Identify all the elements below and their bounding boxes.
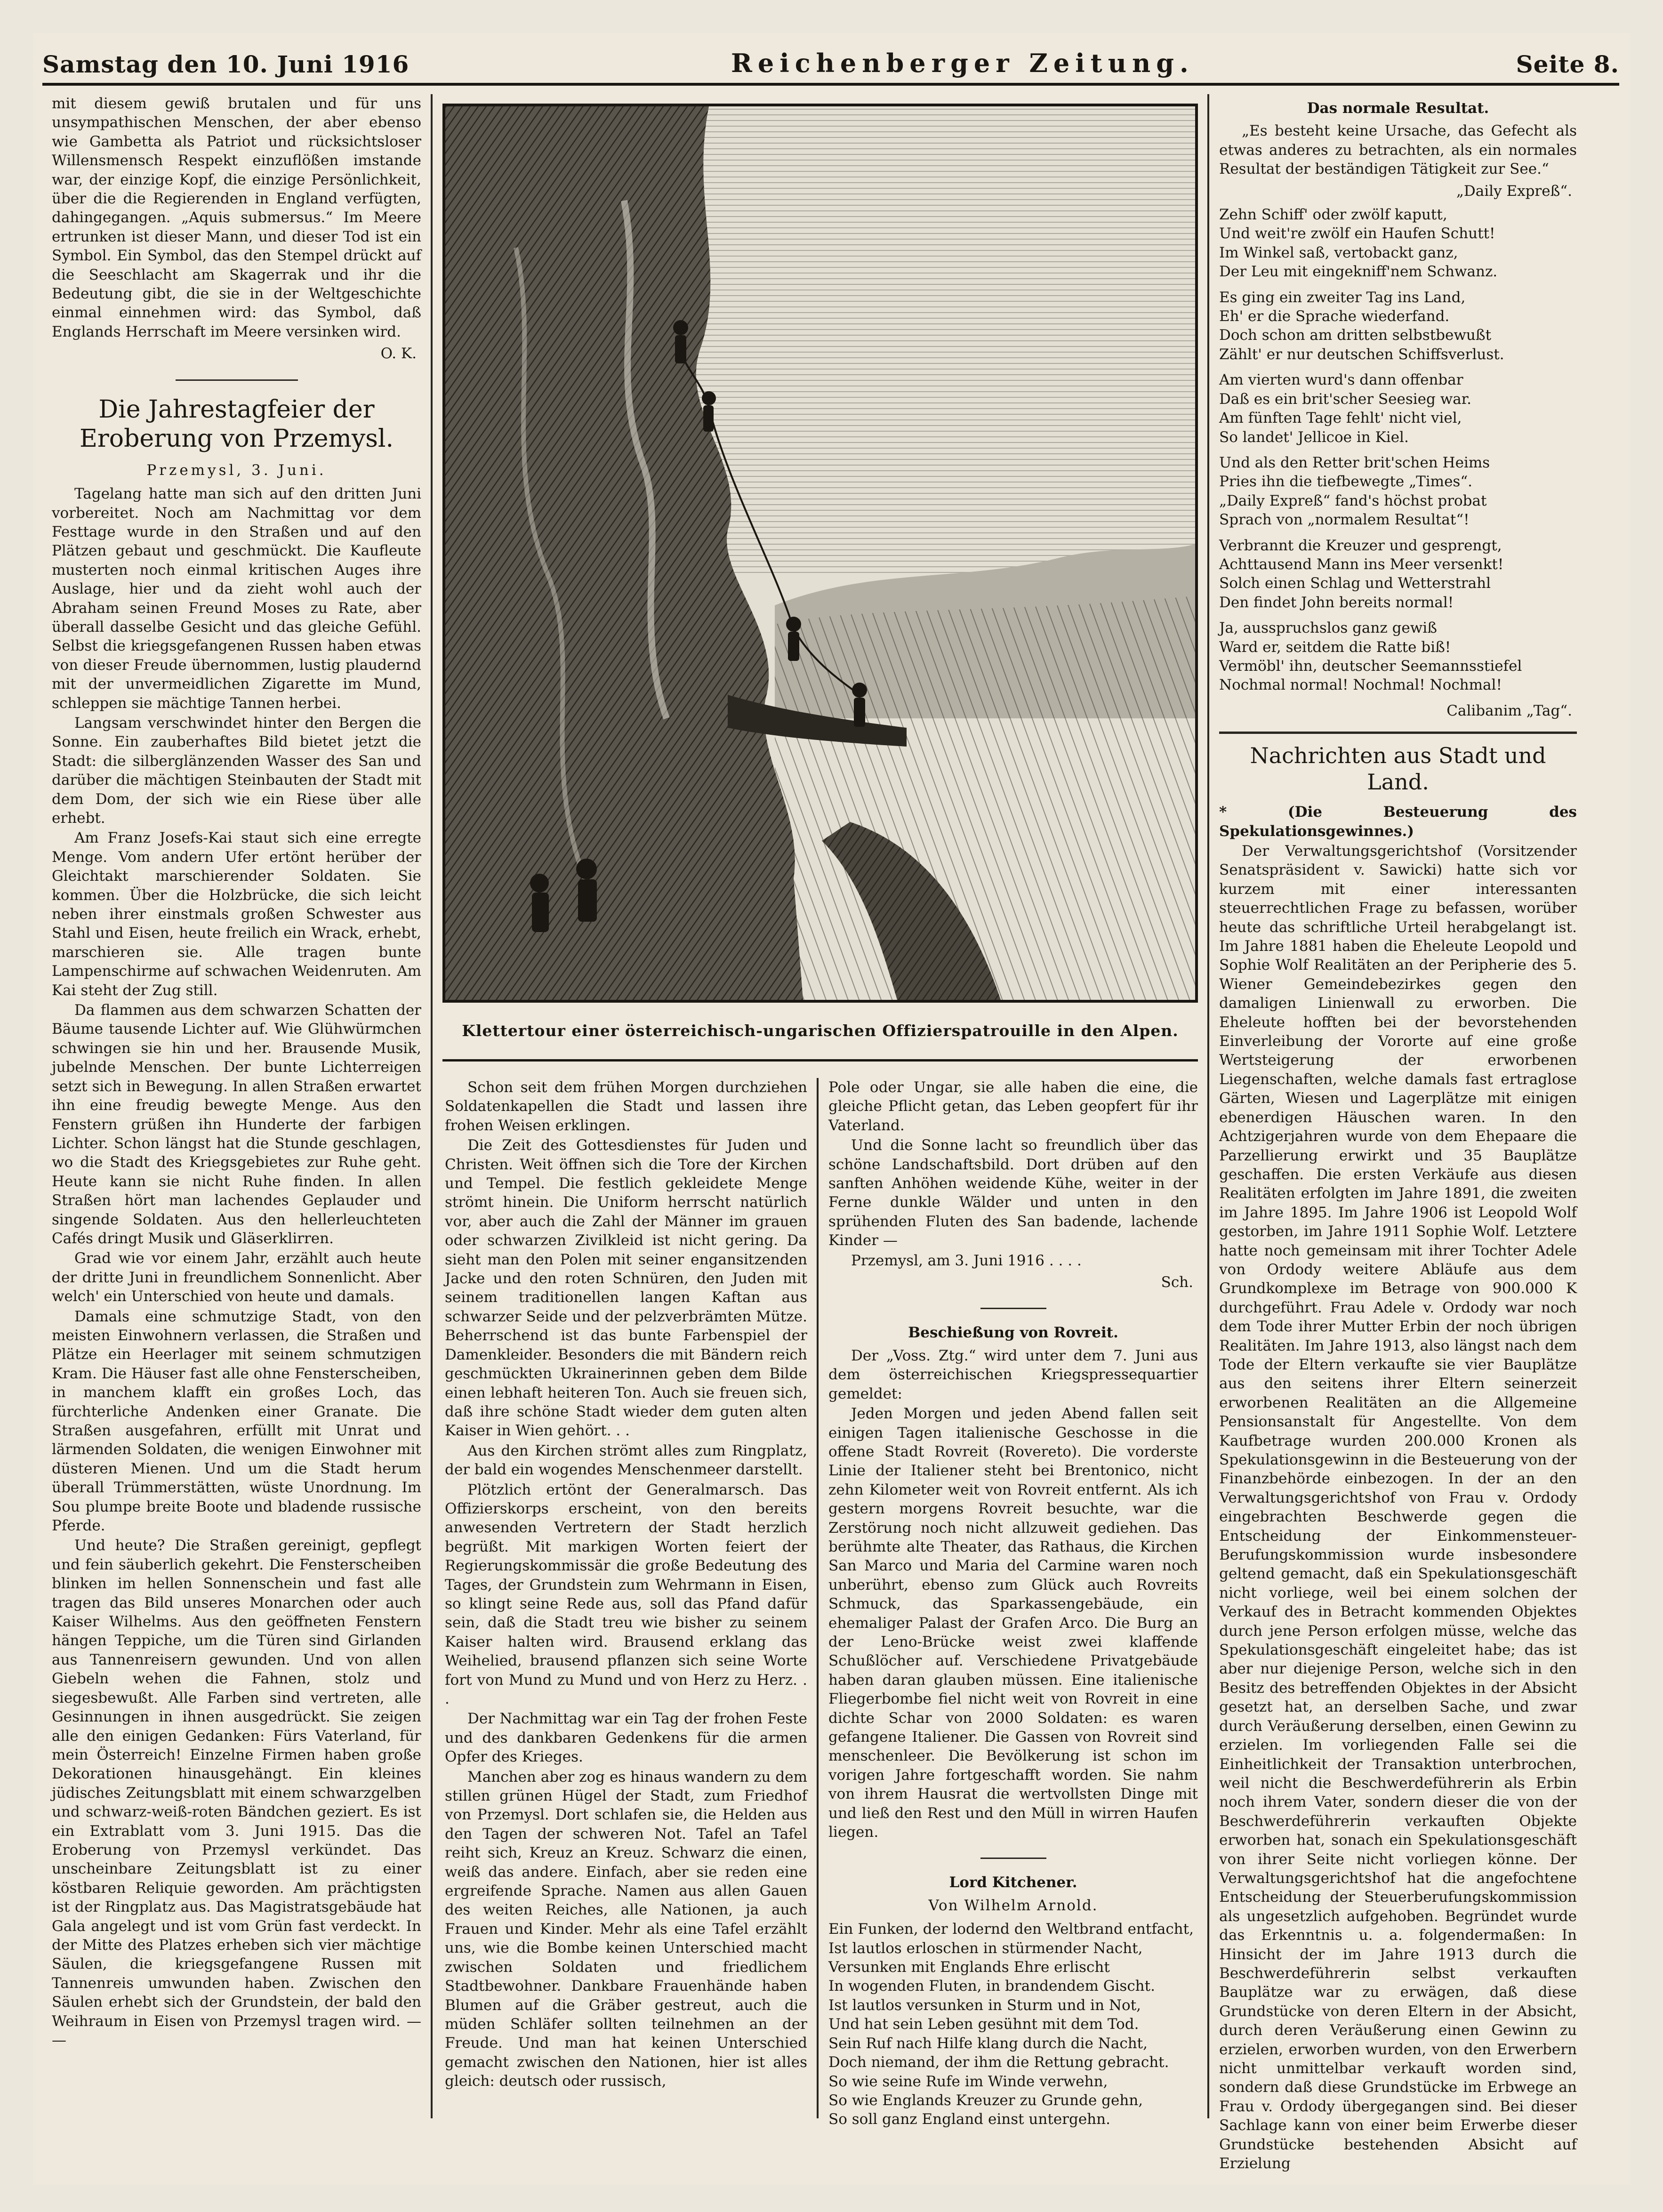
article-paragraph: Am Franz Josefs-Kai staut sich eine erregte Menge. Vom andern Ufer ertönt herüber der Gleichtakt marschierender Soldaten. Sie kommen. Über die Holzbrücke, die sich leicht neben ihrer einstmals großen Schwester aus Stahl und Eisen, heute freilich ein Wrack, erhebt, marschieren sie. Alle tragen bunte Lampenschirme auf schwachen Weidenruten. Am Kai steht der Zug still. <box>52 829 421 999</box>
poem-line: Doch niemand, der ihm die Rettung gebracht. <box>828 2054 1169 2071</box>
column-1 <box>52 94 421 2128</box>
separator <box>176 379 298 381</box>
poem-line: Ward er, seitdem die Ratte biß! <box>1219 638 1451 656</box>
masthead-date: Samstag den 10. Juni 1916 <box>42 50 410 78</box>
poem-line: Sein Ruf nach Hilfe klang durch die Nacht, <box>828 2035 1148 2052</box>
poem-line: „Daily Expreß“ fand's höchst probat <box>1219 492 1487 509</box>
intro-paragraph: mit diesem gewiß brutalen und für uns unsympathischen Menschen, der aber ebenso wie Gambetta als Patriot und rücksichtsloser Willensmensch Respekt einzuflößen imstande war, der einzige Kopf, die einzige Persönlichkeit, über die die Regierenden in England verfügten, dahingegangen. „Aquis submersus.“ Im Meere ertrunken ist dieser Mann, und dieser Tod ist ein Symbol. Ein Symbol, das den Stempel drückt auf die Seeschlacht am Skagerrak und ihr die Bedeutung gibt, die sie in der Weltgeschichte einmal einnehmen wird: das Symbol, daß Englands Herrschaft im Meere versinken wird. <box>52 95 421 340</box>
article-dateline: Przemysl, am 3. Juni 1916 . . . . <box>851 1252 1082 1269</box>
intro-signature: O. K. <box>380 345 417 362</box>
poem-line: Es ging ein zweiter Tag ins Land, <box>1219 289 1466 306</box>
poem-kitchener <box>828 1920 1198 2129</box>
column-4 <box>1219 94 1577 2172</box>
poem-line: Am fünften Tage fehlt' nicht viel, <box>1219 410 1462 427</box>
poem-line: Und hat sein Leben gesühnt mit dem Tod. <box>828 2016 1139 2033</box>
separator <box>980 1858 1046 1859</box>
poem-line: So wie Englands Kreuzer zu Grunde gehn, <box>828 2091 1143 2109</box>
poem-line: Und weit're zwölf ein Haufen Schutt! <box>1219 225 1495 242</box>
news-subheadline: * (Die Besteuerung des Spekulationsgewinnes.) <box>1219 804 1577 840</box>
poem-normal-result <box>1219 205 1577 695</box>
poem-stanza <box>1219 536 1577 612</box>
column-rule-3 <box>1207 94 1209 2118</box>
poem-line: Vermöbl' ihn, deutscher Seemannsstiefel <box>1219 657 1522 675</box>
article-paragraph: Manchen aber zog es hinaus wandern zu dem stillen grünen Hügel der Stadt, zum Friedhof von Przemysl. Dort schlafen sie, die Helden aus den Tagen der schweren Not. Tafel an Tafel reiht sich, Kreuz an Kreuz. Schwarz die einen, weiß das andere. Einfach, aber sie reden eine ergreifende Sprache. Namen aus allen Gauen des weiten Reiches, alle Nationen, ja auch Frauen und Kinder. Mehr als eine Tafel erzählt uns, wie die Bombe keinen Unterschied macht zwischen Soldaten und friedlichem Stadtbewohner. Dankbare Frauenhände haben Blumen auf die Gräber gestreut, auch die müden Schläfer sollten teilnehmen an der Freude. Und man hat keinen Unterschied gemacht zwischen den Nationen, hier ist alles gleich: deutsch oder russisch, <box>445 1768 807 2090</box>
poem-line: Am vierten wurd's dann offenbar <box>1219 371 1463 389</box>
article-paragraph: Der Nachmittag war ein Tag der frohen Feste und des dankbaren Gedenkens für die armen Opfer des Krieges. <box>445 1710 807 1766</box>
poem-line: Ja, ausspruchslos ganz gewiß <box>1219 619 1437 637</box>
article-headline-przemysl: Die Jahrestagfeier der Eroberung von Przemysl. <box>79 395 394 453</box>
poem-line: So wie seine Rufe im Winde verwehn, <box>828 2073 1108 2090</box>
poem-line: Zählt' er nur deutschen Schiffsverlust. <box>1219 346 1504 363</box>
figure-bottom-rule <box>442 1059 1198 1062</box>
poem-line: So soll ganz England einst untergehn. <box>828 2111 1110 2128</box>
illustration-engraving <box>445 106 1195 1000</box>
column-2-lower <box>445 1078 807 2123</box>
masthead-rule <box>42 83 1619 86</box>
poem-line: Ist lautlos erloschen in stürmender Nacht, <box>828 1939 1143 1957</box>
poem-line: Verbrannt die Kreuzer und gesprengt, <box>1219 537 1502 554</box>
column-rule-1 <box>431 94 433 2118</box>
poem-line: Nochmal normal! Nochmal! Nochmal! <box>1219 676 1502 694</box>
article-headline-rovreit: Beschießung von Rovreit. <box>908 1324 1118 1342</box>
poem-line: Im Winkel saß, vertobackt ganz, <box>1219 244 1458 261</box>
article-paragraph: Und heute? Die Straßen gereinigt, gepflegt und fein säuberlich gekehrt. Die Fensterscheiben blinken im hellen Sonnenschein und fast alle tragen das Bild unseres Monarchen oder auch Kaiser Wilhelms. Aus den geöffneten Fenstern hängen Teppiche, um die Türen sind Girlanden aus Tannenreisern gewunden. Und von allen Giebeln wehen die Fahnen, stolz und siegesbewußt. Alle Farben sind vertreten, alle Gesinnungen in ihnen ausgedrückt. Sie zeigen alle den einigen Gedanken: Fürs Vaterland, für mein Österreich! Einzelne Firmen haben große Dekorationen hinausgehängt. Ein kleines jüdisches Zeitungsblatt mit einem schwarzgelben und schwarz-weiß-roten Bändchen geziert. Es ist ein Extrablatt vom 3. Juni 1915. Das die Eroberung von Przemysl verkündet. Das unscheinbare Zeitungsblatt ist zu einer köstbaren Reliquie geworden. Am prächtigsten ist der Ringplatz aus. Das Magistratsgebäude hat Gala angelegt und ist vom Grün fast verdeckt. In der Mitte des Platzes erheben sich vier mächtige Säulen, die kriegsgefangene Russen mit Tannenreis umwunden haben. Zwischen den Säulen erhebt sich der Grundstein, der bald den Weihraum in Eisen von Przemysl tragen wird. — — <box>52 1537 421 2049</box>
poem-line: In wogenden Fluten, in brandendem Gischt. <box>828 1978 1155 1995</box>
poem-line: Pries ihn die tiefbewegte „Times“. <box>1219 473 1473 491</box>
article-paragraph: Damals eine schmutzige Stadt, von den meisten Einwohnern verlassen, die Straßen und Plätze ein Heerlager mit seinem schmutzigen Kram. Die Häuser fast alle ohne Fensterscheiben, in manchem klafft ein großes Loch, das fürchterliche Andenken einer Granate. Die Straßen ausgefahren, erfüllt mit Unrat und lärmenden Soldaten, die wenigen Einwohner mit düsteren Mienen. Und um die Stadt herum überall Trümmerstätten, wüste Unordnung. Im Sou plumpe breite Boote und bladende russische Pferde. <box>52 1308 421 1535</box>
masthead-page-number: Seite 8. <box>1516 50 1619 78</box>
section-rule <box>1219 732 1577 734</box>
poem-line: Daß es ein brit'scher Seesieg war. <box>1219 390 1471 408</box>
poem-stanza <box>1219 619 1577 695</box>
article-paragraph: Grad wie vor einem Jahr, erzählt auch heute der dritte Juni in freundlichem Sonnenlicht. Aber welch' ein Unterschied von heute und damals. <box>52 1250 421 1305</box>
poem-line: Sprach von „normalem Resultat“! <box>1219 511 1470 529</box>
poem-author: Von Wilhelm Arnold. <box>928 1897 1098 1914</box>
poem-title-normal-result: Das normale Resultat. <box>1307 100 1489 117</box>
section-headline-local-news: Nachrichten aus Stadt und Land. <box>1250 743 1546 795</box>
poem-line: Ein Funken, der lodernd den Weltbrand entfacht, <box>828 1921 1194 1938</box>
article-paragraph: Tagelang hatte man sich auf den dritten Juni vorbereitet. Noch am Nachmittag vor dem Festtage wurde in den Straßen und auf den Plätzen gebaut und geschmückt. Die Kaufleute musterten noch einmal kritischen Auges ihre Auslage, hier und da zieht wohl auch der Abraham seinen Freund Moses zu Rate, aber überall dasselbe Gesicht und das gleiche Gefühl. Selbst die kriegsgefangenen Russen haben etwas von dieser Freude übernommen, lustig plaudernd mit der unvermeidlichen Zigarette im Mund, schleppen sie mächtige Tannen herbei. <box>52 485 421 712</box>
article-paragraph: Langsam verschwindet hinter den Bergen die Sonne. Ein zauberhaftes Bild bietet jetzt die Stadt: die silberglänzenden Wasser des San und darüber die mächtigen Steinbauten der Stadt mit dem Dom, der sich wie ein Riese über alle erhebt. <box>52 714 421 827</box>
poem-line: Zehn Schiff' oder zwölf kaputt, <box>1219 206 1447 224</box>
poem-line: Und als den Retter brit'schen Heims <box>1219 454 1490 471</box>
article-signature: Sch. <box>1161 1274 1193 1291</box>
article-paragraph: Der „Voss. Ztg.“ wird unter dem 7. Juni aus dem österreichischen Kriegspressequartier gemeldet: <box>828 1347 1198 1402</box>
column-rule-2 <box>817 1078 819 2118</box>
article-paragraph: Plötzlich ertönt der Generalmarsch. Das Offizierskorps erscheint, von den bereits anwesenden Vertretern der Stadt herzlich begrüßt. Mit markigen Worten feiert der Regierungskommissär die große Bedeutung des Tages, der Grundstein zum Wehrmann in Eisen, so klingt seine Rede aus, soll das Pfand dafür sein, daß die Stadt treu wie bisher zu seinem Kaiser halten wird. Brausend erklang das Weihelied, brausend pflanzen sich seine Worte fort von Mund zu Mund und von Herz zu Herz. . . <box>445 1481 807 1707</box>
poem-signature: Calibanim „Tag“. <box>1446 702 1572 719</box>
poem-line: Der Leu mit eingekniff'nem Schwanz. <box>1219 263 1498 281</box>
article-paragraph: Aus den Kirchen strömt alles zum Ringplatz, der bald ein wogendes Menschenmeer darstellt. <box>445 1442 807 1479</box>
masthead <box>42 45 1619 78</box>
poem-line: Ist lautlos versunken in Sturm und in Not, <box>828 1996 1141 2014</box>
poem-line: Den findet John bereits normal! <box>1219 594 1454 611</box>
poem-line: So landet' Jellicoe in Kiel. <box>1219 428 1409 446</box>
news-paragraph: Der Verwaltungsgerichtshof (Vorsitzender Senatspräsident v. Sawicki) hatte sich vor kurzem mit einer interessanten steuerrechtlichen Frage zu befassen, worüber heute das schriftliche Urteil herabgelangt ist. Im Jahre 1881 haben die Eheleute Leopold und Sophie Wolf Realitäten an der Peripherie des 5. Wiener Gemeindebezirkes gegen den damaligen Linienwall zu erworben. Die Eheleute hofften bei der bevorstehenden Einverleibung der Vororte auf eine große Wertsteigerung der erworbenen Liegenschaften, welche damals fast ertraglose Gärten, Wiesen und Lagerplätze mit einigen ebenerdigen Häuschen waren. In den Achtzigerjahren wurde von dem Ehepaare die Parzellierung erwirkt und 35 Bauplätze geschaffen. Die ersten Verkäufe aus diesen Realitäten erfolgten im Jahre 1891, die zweiten im Jahre 1895. Im Jahre 1906 ist Leopold Wolf gestorben, im Jahre 1911 Sophie Wolf. Letztere hatte noch gemeinsam mit ihrer Tochter Adele von Ordody weitere Abläufe aus dem Grundkomplexe im Betrage von 900.000 K durchgeführt. Frau Adele v. Ordody war noch dem Tode ihrer Mutter Erbin der noch übrigen Realitäten. Im Jahre 1913, also längst nach dem Tode der Eltern verkaufte sie vier Bauplätze aus den seitens ihrer Eltern seinerzeit erworbenen Realitäten an die Allgemeine Pensionsanstalt für Angestellte. Von dem Kaufbetrage wurden 200.000 Kronen als Spekulationsgewinn in die Besteuerung von der Finanzbehörde einbezogen. In der an den Verwaltungsgerichtshof von Frau v. Ordody eingebrachten Beschwerde gegen die Entscheidung der Einkommensteuer-Berufungskommission wurde insbesondere geltend gemacht, daß ein Spekulationsgeschäft nicht vorliege, weil bei einem solchen der Verkauf des in Betracht kommenden Objektes durch jene Person erfolgen müsse, welche das Spekulationsgeschäft eingeleitet habe; das ist aber nur diejenige Person, welche sich in den Besitz des betreffenden Objektes in der Absicht gesetzt hat, an derselben Sache, und zwar durch Veräußerung derselben, einen Gewinn zu erzielen. Im vorliegenden Falle sei die Einheitlichkeit der Transaktion unterbrochen, weil nicht die Beschwerdeführerin als Erbin noch ihrem Vater, sondern dieser die von der Beschwerdeführerin verkauften Objekte erworben hat, sonach ein Spekulationsgeschäft von ihrer Seite nicht vorliegen könne. Der Verwaltungsgerichtshof hat die angefochtene Entscheidung der Steuerberufungskommission als ungesetzlich aufgehoben. Begründet wurde das Erkenntnis u. a. folgendermaßen: In Hinsicht der im Jahre 1913 durch die Beschwerdeführerin selbst verkauften Bauplätze war zu erwägen, daß diese Grundstücke von deren Eltern in der Absicht, durch deren Veräußerung einen Gewinn zu erzielen, erworben wurden, von den Erwerbern nicht unmittelbar verkauft worden sind, sondern daß diese Grundstücke im Erbwege an Frau v. Ordody übergegangen sind. Bei dieser Sachlage kann von einer beim Erwerbe dieser Grundstücke bestehenden Absicht auf Erzielung <box>1219 843 1577 2172</box>
alpine-climbing-illustration <box>442 104 1198 1003</box>
poem-line: Solch einen Schlag und Wetterstrahl <box>1219 575 1491 592</box>
poem-stanza <box>1219 288 1577 364</box>
article-paragraph: Pole oder Ungar, sie alle haben die eine, die gleiche Pflicht getan, das Leben geopfert für ihr Vaterland. <box>828 1079 1198 1134</box>
poem-line: Achttausend Mann ins Meer versenkt! <box>1219 555 1504 573</box>
poem-line: Versunken mit Englands Ehre erlischt <box>828 1959 1110 1976</box>
column-3-lower <box>828 1078 1198 2128</box>
article-paragraph: Die Zeit des Gottesdienstes für Juden und Christen. Weit öffnen sich die Tore der Kirchen und Tempel. Die festlich gekleidete Menge strömt hinein. Die Uniform herrscht natürlich vor, aber auch die Zahl der Männer im grauen oder schwarzen Zivilkleid ist nicht gering. Da sieht man den Polen mit seiner engansitzenden Jacke und den roten Schnüren, den Juden mit seinem traditionellen langen Kaftan aus schwarzer Seide und der pelzverbrämten Mütze. Beherrschend ist das bunte Farbenspiel der Damenkleider. Besonders die mit Bändern reich geschmückten Ukrainerinnen geben dem Bilde einen lebhaft heiteren Ton. Auch sie freuen sich, daß ihre schöne Stadt wieder dem guten alten Kaiser in Wien gehört. . . <box>445 1137 807 1440</box>
masthead-title: Reichenberger Zeitung. <box>731 48 1194 78</box>
poem-stanza <box>1219 370 1577 447</box>
article-dateline: Przemysl, 3. Juni. <box>146 461 327 479</box>
poem-stanza <box>1219 453 1577 530</box>
separator <box>980 1308 1046 1309</box>
poem-epigraph-source: „Daily Expreß“. <box>1456 182 1572 200</box>
illustration-caption: Klettertour einer österreichisch-ungarischen Offizierspatrouille in den Alpen. <box>462 1022 1179 1040</box>
poem-stanza <box>1219 205 1577 282</box>
poem-line: Doch schon am dritten selbstbewußt <box>1219 327 1492 344</box>
article-paragraph: Und die Sonne lacht so freundlich über das schöne Landschaftsbild. Dort drüben auf den sanften Anhöhen weidende Kühe, weiter in der Ferne dunkle Wälder und unten in den sprühenden Fluten des San badende, lachende Kinder — <box>828 1137 1198 1249</box>
poem-title-kitchener: Lord Kitchener. <box>949 1874 1077 1891</box>
poem-line: Eh' er die Sprache wiederfand. <box>1219 308 1450 325</box>
article-paragraph: Schon seit dem frühen Morgen durchziehen Soldatenkapellen die Stadt und lassen ihre frohen Weisen erklingen. <box>445 1079 807 1134</box>
article-paragraph: Jeden Morgen und jeden Abend fallen seit einigen Tagen italienische Geschosse in die offene Stadt Rovreit (Rovereto). Die vorderste Linie der Italiener steht bei Brentonico, nicht zehn Kilometer weit von Rovreit entfernt. Als ich gestern morgens Rovreit besuchte, war die Zerstörung noch nicht allzuweit gediehen. Das berühmte alte Theater, das Rathaus, die Kirchen San Marco und Maria del Carmine waren noch unberührt, ebenso zum Glück auch Rovreits Schmuck, das Sparkassengebäude, ein ehemaliger Palast der Grafen Arco. Die Burg an der Leno-Brücke weist zwei klaffende Schußlöcher auf. Verschiedene Privatgebäude haben daran glauben müssen. Eine italienische Fliegerbombe fiel nicht weit von Rovreit in eine dichte Schar von 2000 Soldaten: es waren gefangene Italiener. Die Gassen von Rovreit sind menschenleer. Die Bevölkerung ist schon im vorigen Jahre fortgeschafft worden. Sie nahm von ihrem Hausrat die wertvollsten Dinge mit und ließ den Rest und den Müll in wirren Haufen liegen. <box>828 1405 1198 1841</box>
poem-epigraph: „Es besteht keine Ursache, das Gefecht als etwas anderes zu betrachten, als ein normales Resultat der beständigen Tätigkeit zur See.“ <box>1219 122 1577 178</box>
article-paragraph: Da flammen aus dem schwarzen Schatten der Bäume tausende Lichter auf. Wie Glühwürmchen schwingen sie hin und her. Brausende Musik, jubelnde Menschen. Der bunte Lichterreigen setzt sich in Bewegung. In allen Straßen erwartet ihn eine freudig bewegte Menge. Aus den Fenstern grüßen ihn Hunderte der farbigen Lichter. Schon längst hat die Stunde geschlagen, wo die Stadt des Kriegsgebietes zur Ruhe geht. Heute kann sie nicht Ruhe finden. In allen Straßen hört man lachendes Geplauder und singende Soldaten. Aus den hellerleuchteten Cafés dringt Musik und Gläserklirren. <box>52 1002 421 1247</box>
